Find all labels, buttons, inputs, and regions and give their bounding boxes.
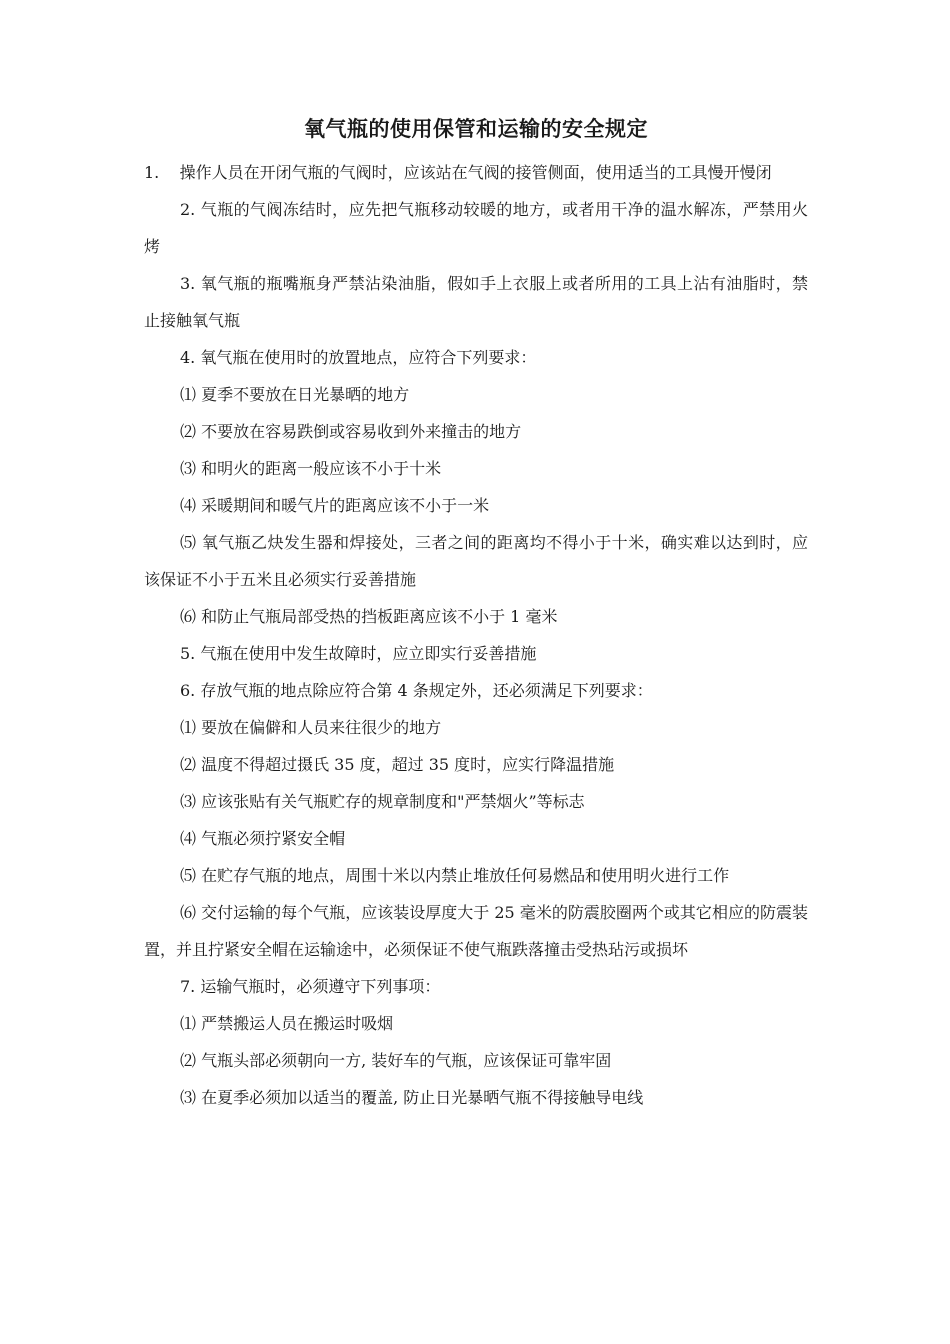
subitem-6-6: ⑹ 交付运输的每个气瓶，应该装设厚度大于 25 毫米的防震胶圈两个或其它相应的防震装置，并且拧紧安全帽在运输途中，必须保证不使气瓶跌落撞击受热玷污或损坏 <box>144 903 808 959</box>
subitem-4-3: ⑶ 和明火的距离一般应该不小于十米 <box>180 459 442 478</box>
subitem-7-3: ⑶ 在夏季必须加以适当的覆盖, 防止日光暴晒气瓶不得接触导电线 <box>180 1088 644 1107</box>
subitem-6-1: ⑴ 要放在偏僻和人员来往很少的地方 <box>180 718 442 737</box>
paragraph-item-3: 3. 氧气瓶的瓶嘴瓶身严禁沾染油脂，假如手上衣服上或者所用的工具上沾有油脂时，禁止接触氧气瓶 <box>144 274 808 330</box>
subitem-6-3: ⑶ 应该张贴有关气瓶贮存的规章制度和"严禁烟火”等标志 <box>180 792 585 811</box>
document-title: 氧气瓶的使用保管和运输的安全规定 <box>304 116 648 141</box>
paragraph-item-5: 5. 气瓶在使用中发生故障时，应立即实行妥善措施 <box>180 644 537 663</box>
subitem-6-4: ⑷ 气瓶必须拧紧安全帽 <box>180 829 346 848</box>
paragraph-item-6: 6. 存放气瓶的地点除应符合第 4 条规定外，还必须满足下列要求： <box>180 681 653 700</box>
subitem-6-2: ⑵ 温度不得超过摄氏 35 度，超过 35 度时，应实行降温措施 <box>180 755 615 774</box>
document-body <box>144 114 808 1116</box>
paragraph-item-2: 2. 气瓶的气阀冻结时，应先把气瓶移动较暖的地方，或者用干净的温水解冻，严禁用火烤 <box>144 200 808 256</box>
subitem-7-1: ⑴ 严禁搬运人员在搬运时吸烟 <box>180 1014 394 1033</box>
subitem-4-5: ⑸ 氧气瓶乙炔发生器和焊接处，三者之间的距离均不得小于十米，确实难以达到时，应该保证不小于五米且必须实行妥善措施 <box>144 533 808 589</box>
subitem-4-6: ⑹ 和防止气瓶局部受热的挡板距离应该不小于 1 毫米 <box>180 607 558 626</box>
paragraph-item-1: 1. 操作人员在开闭气瓶的气阀时，应该站在气阀的接管侧面，使用适当的工具慢开慢闭 <box>144 163 772 182</box>
subitem-7-2: ⑵ 气瓶头部必须朝向一方, 装好车的气瓶，应该保证可靠牢固 <box>180 1051 612 1070</box>
subitem-4-2: ⑵ 不要放在容易跌倒或容易收到外来撞击的地方 <box>180 422 522 441</box>
subitem-4-4: ⑷ 采暖期间和暖气片的距离应该不小于一米 <box>180 496 490 515</box>
subitem-6-5: ⑸ 在贮存气瓶的地点，周围十米以内禁止堆放任何易燃品和使用明火进行工作 <box>180 866 730 885</box>
paragraph-item-7: 7. 运输气瓶时，必须遵守下列事项： <box>180 977 441 996</box>
paragraph-item-4: 4. 氧气瓶在使用时的放置地点，应符合下列要求： <box>180 348 537 367</box>
subitem-4-1: ⑴ 夏季不要放在日光暴晒的地方 <box>180 385 410 404</box>
